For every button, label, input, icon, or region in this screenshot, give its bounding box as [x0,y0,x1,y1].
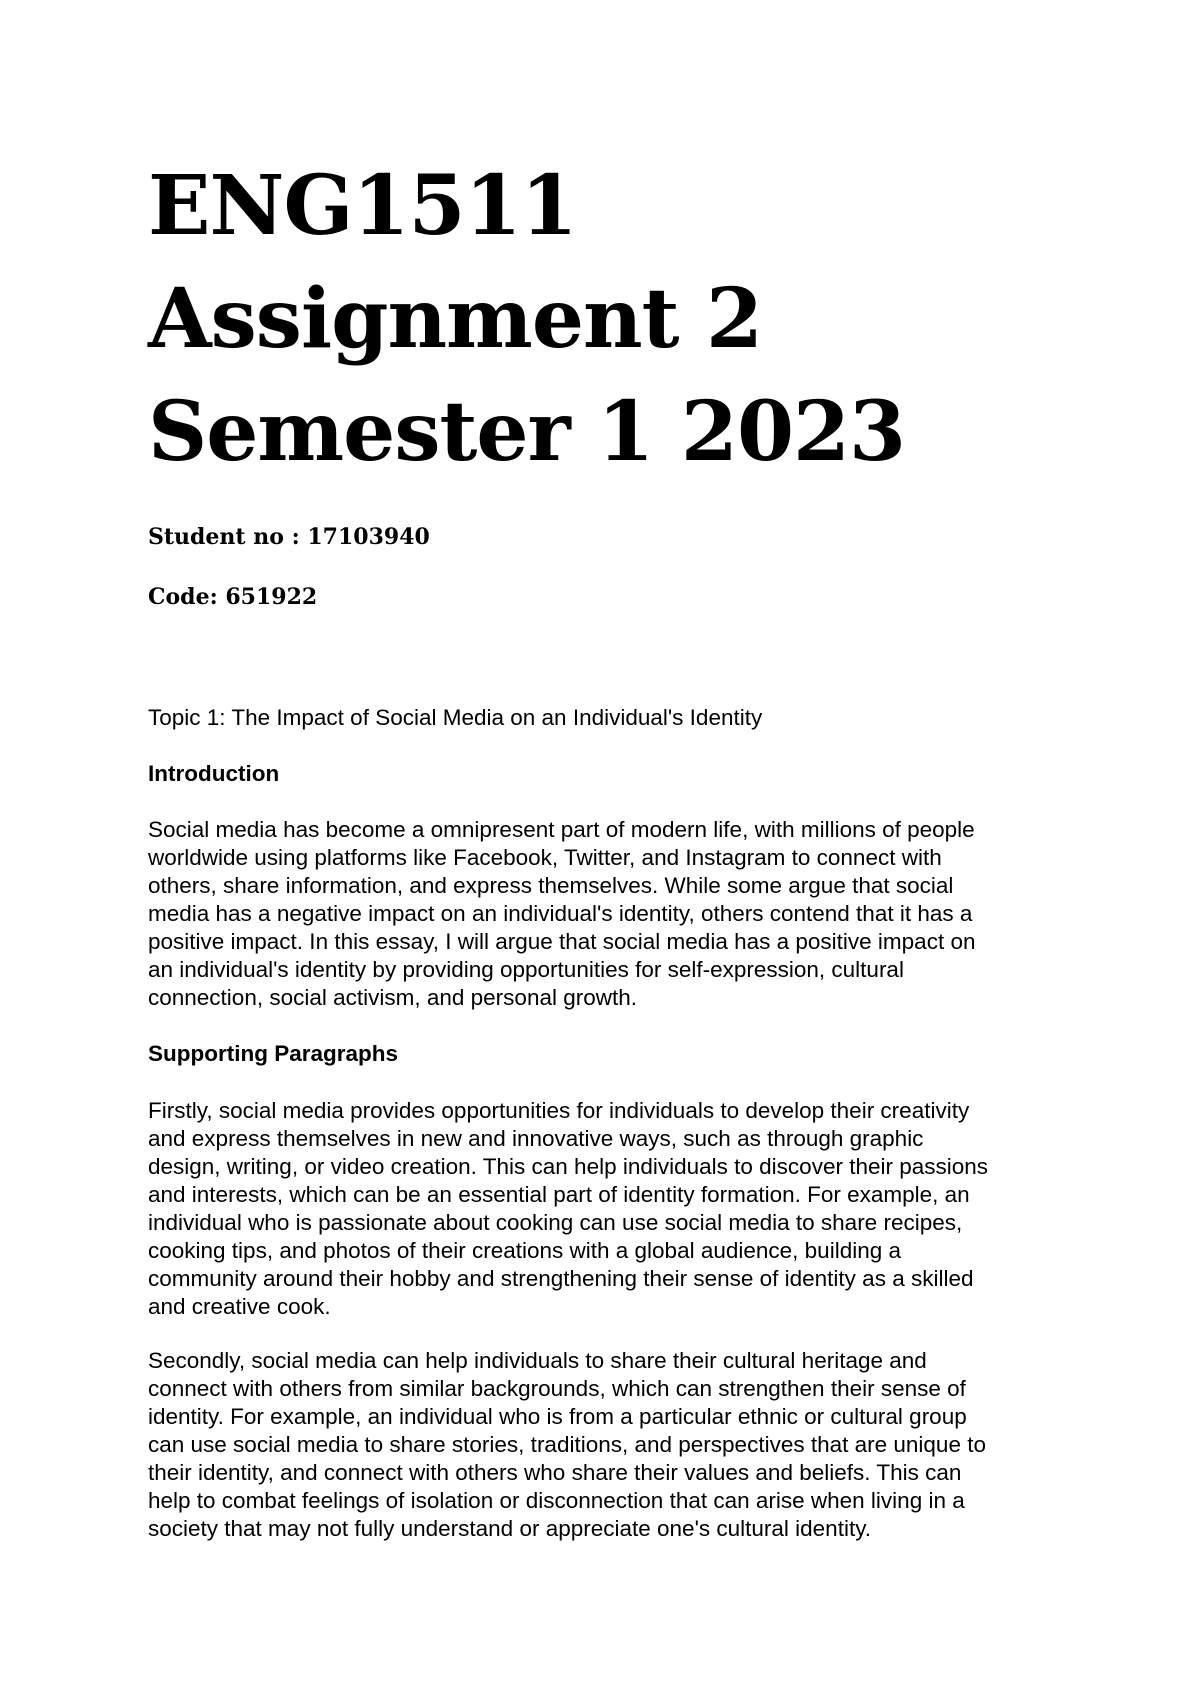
paragraph-line: cooking tips, and photos of their creations with a global audience, building a [148,1238,901,1263]
paragraph-line: an individual's identity by providing opportunities for self-expression, cultural [148,957,904,982]
paragraph-firstly [148,1097,1078,1321]
student-number: Student no : 17103940 [148,524,430,550]
title-course-code: ENG1511 [148,158,577,254]
paragraph-line: Social media has become a omnipresent part of modern life, with millions of people [148,817,975,842]
title-semester: Semester 1 2023 [148,384,906,480]
paragraph-line: and interests, which can be an essential part of identity formation. For example, an [148,1182,970,1207]
paragraph-introduction [148,816,1078,1012]
paragraph-line: can use social media to share stories, traditions, and perspectives that are unique to [148,1432,986,1457]
paragraph-line: society that may not fully understand or appreciate one's cultural identity. [148,1516,872,1541]
paragraph-line: connect with others from similar backgrounds, which can strengthen their sense of [148,1376,966,1401]
section-heading-supporting-paragraphs: Supporting Paragraphs [148,1041,399,1066]
paragraph-line: positive impact. In this essay, I will argue that social media has a positive impact on [148,929,976,954]
section-heading-introduction: Introduction [148,761,280,786]
paragraph-line: connection, social activism, and personal growth. [148,985,638,1010]
paragraph-secondly [148,1347,1078,1543]
paragraph-line: individual who is passionate about cooking can use social media to share recipes, [148,1210,963,1235]
paragraph-line: worldwide using platforms like Facebook, Twitter, and Instagram to connect with [148,845,942,870]
paragraph-line: Secondly, social media can help individuals to share their cultural heritage and [148,1348,927,1373]
paragraph-line: others, share information, and express themselves. While some argue that social [148,873,954,898]
essay-topic: Topic 1: The Impact of Social Media on an Individual's Identity [148,705,763,730]
document-title [148,150,1108,489]
paragraph-line: and express themselves in new and innovative ways, such as through graphic [148,1126,924,1151]
paragraph-line: identity. For example, an individual who is from a particular ethnic or cultural group [148,1404,967,1429]
paragraph-line: Firstly, social media provides opportunities for individuals to develop their creativity [148,1098,970,1123]
paragraph-line: help to combat feelings of isolation or disconnection that can arise when living in a [148,1488,965,1513]
paragraph-line: their identity, and connect with others who share their values and beliefs. This can [148,1460,962,1485]
paragraph-line: design, writing, or video creation. This can help individuals to discover their passions [148,1154,989,1179]
paragraph-line: and creative cook. [148,1294,331,1319]
assignment-code: Code: 651922 [148,584,318,610]
paragraph-line: community around their hobby and strengthening their sense of identity as a skilled [148,1266,974,1291]
title-assignment: Assignment 2 [148,271,763,367]
paragraph-line: media has a negative impact on an individual's identity, others contend that it has a [148,901,973,926]
